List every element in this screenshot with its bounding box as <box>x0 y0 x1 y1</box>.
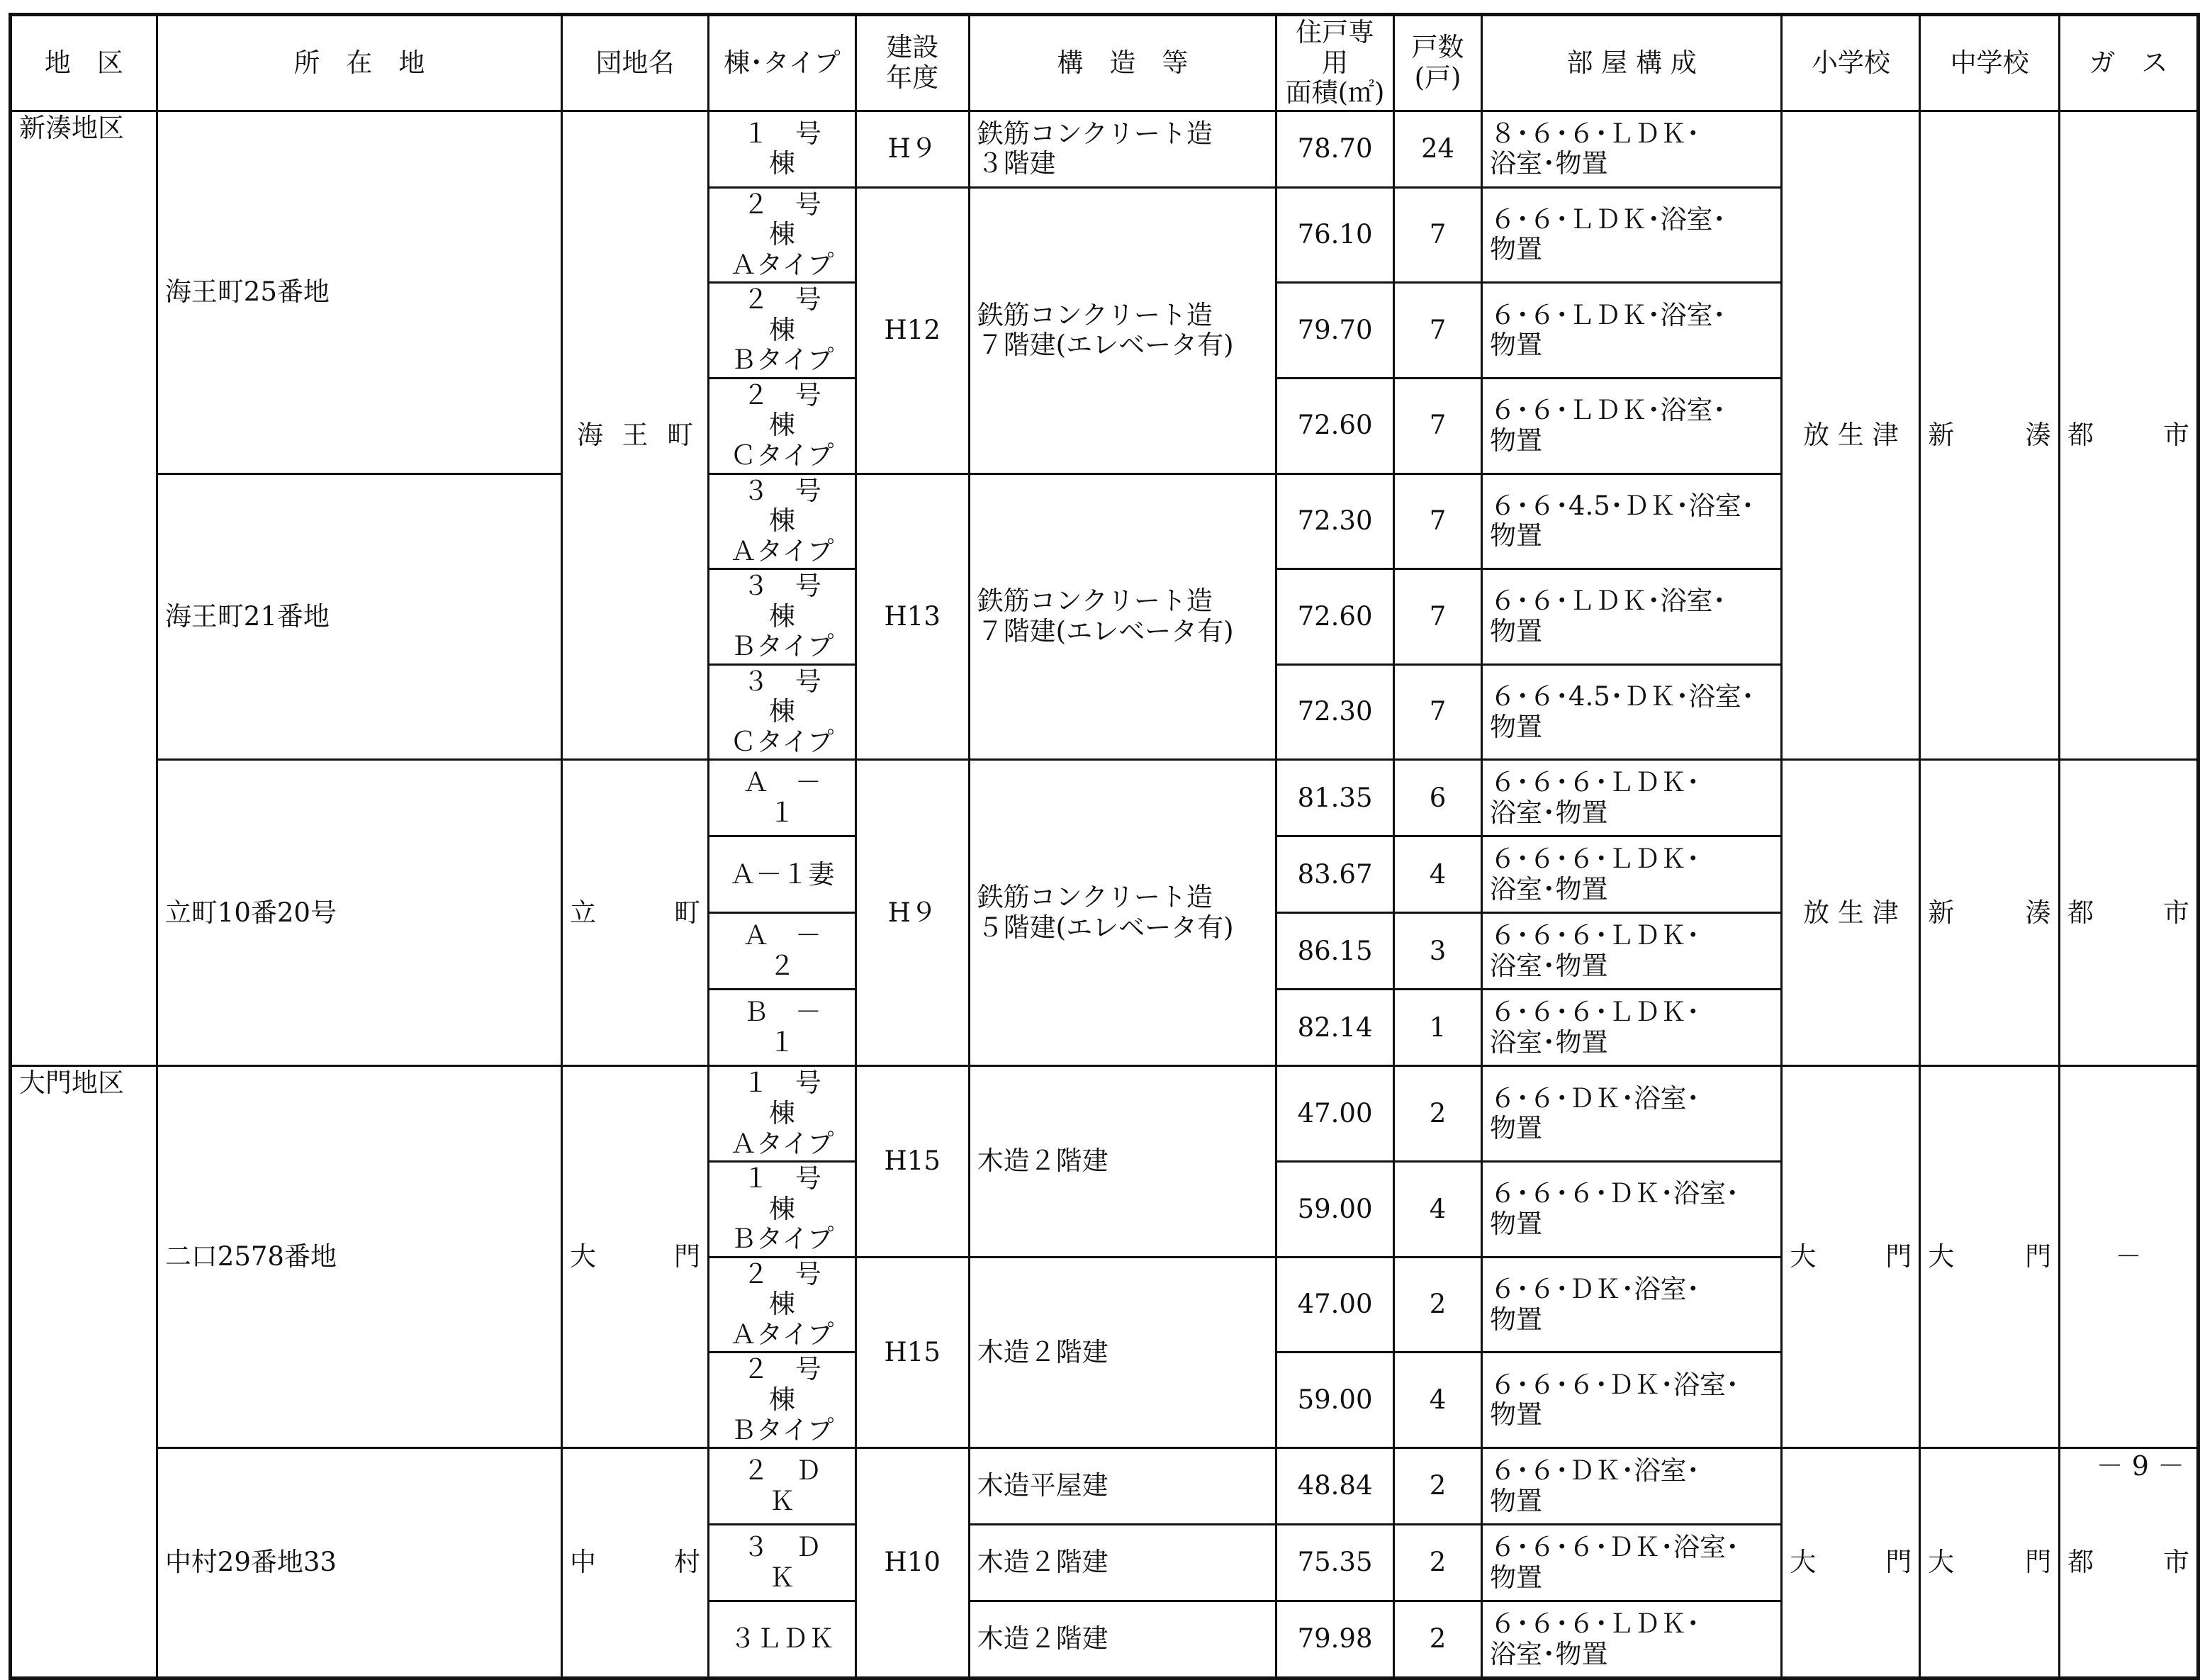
gas-cell: 都 市 <box>2060 1448 2199 1679</box>
area-cell: 82.14 <box>1276 990 1394 1066</box>
page-number: － 9 － <box>2096 1450 2184 1482</box>
units-cell: 2 <box>1394 1448 1482 1525</box>
header-area: 住戸専用 面積(㎡) <box>1276 15 1394 111</box>
units-cell: 2 <box>1394 1066 1482 1162</box>
header-junior: 中学校 <box>1920 15 2060 111</box>
year-cell: H13 <box>855 474 969 760</box>
header-row <box>11 15 2199 111</box>
housing-table <box>9 13 2200 1680</box>
building-cell: Ａ－１妻 <box>708 836 855 913</box>
table-row <box>11 760 2199 836</box>
year-cell: H15 <box>855 1066 969 1257</box>
area-cell: 86.15 <box>1276 913 1394 990</box>
building-cell: Ａ － １ <box>708 760 855 836</box>
district-cell: 新湊地区 <box>11 111 157 1066</box>
elementary-cell: 大 門 <box>1782 1066 1920 1448</box>
gas-cell: 都 市 <box>2060 111 2199 760</box>
building-cell: ２ Ｄ Ｋ <box>708 1448 855 1525</box>
complex-cell: 大 門 <box>562 1066 709 1448</box>
rooms-cell: ６･６･６･ＤＫ･浴室･ 物置 <box>1481 1353 1781 1448</box>
elementary-cell: 放 生 津 <box>1782 111 1920 760</box>
units-cell: 1 <box>1394 990 1482 1066</box>
building-cell: ３ 号 棟 Ｃタイプ <box>708 664 855 760</box>
junior-cell: 大 門 <box>1920 1066 2060 1448</box>
rooms-cell: ６･６･６･ＤＫ･浴室･ 物置 <box>1481 1525 1781 1601</box>
units-cell: 2 <box>1394 1601 1482 1679</box>
area-cell: 72.60 <box>1276 569 1394 665</box>
building-cell: ２ 号 棟 Ｂタイプ <box>708 283 855 379</box>
year-cell: H12 <box>855 187 969 474</box>
complex-cell: 海 王 町 <box>562 111 709 760</box>
structure-cell: 木造平屋建 <box>969 1448 1276 1525</box>
building-cell: ３ＬＤＫ <box>708 1601 855 1679</box>
header-building: 棟･タイプ <box>708 15 855 111</box>
building-cell: ３ Ｄ Ｋ <box>708 1525 855 1601</box>
units-cell: 7 <box>1394 474 1482 569</box>
gas-cell: － <box>2060 1066 2199 1448</box>
units-cell: 7 <box>1394 664 1482 760</box>
header-location: 所 在 地 <box>157 15 561 111</box>
area-cell: 72.60 <box>1276 378 1394 474</box>
table-row <box>11 1066 2199 1162</box>
units-cell: 3 <box>1394 913 1482 990</box>
year-cell: H９ <box>855 111 969 187</box>
gas-cell: 都 市 <box>2060 760 2199 1066</box>
building-cell: ２ 号 棟 Ａタイプ <box>708 1257 855 1353</box>
structure-cell: 木造２階建 <box>969 1257 1276 1447</box>
units-cell: 4 <box>1394 836 1482 913</box>
units-cell: 2 <box>1394 1525 1482 1601</box>
area-cell: 81.35 <box>1276 760 1394 836</box>
structure-cell: 鉄筋コンクリート造 ５階建(エレベータ有) <box>969 760 1276 1066</box>
building-cell: １ 号 棟 Ａタイプ <box>708 1066 855 1162</box>
building-cell: ２ 号 棟 Ｂタイプ <box>708 1353 855 1448</box>
location-cell: 立町10番20号 <box>157 760 561 1066</box>
year-cell: H15 <box>855 1257 969 1447</box>
structure-cell: 木造２階建 <box>969 1066 1276 1257</box>
location-cell: 二口2578番地 <box>157 1066 561 1448</box>
structure-cell: 木造２階建 <box>969 1601 1276 1679</box>
header-district: 地 区 <box>11 15 157 111</box>
district-cell: 大門地区 <box>11 1066 157 1679</box>
units-cell: 24 <box>1394 111 1482 187</box>
structure-cell: 鉄筋コンクリート造 ７階建(エレベータ有) <box>969 474 1276 760</box>
year-cell: H10 <box>855 1448 969 1679</box>
building-cell: １ 号 棟 Ｂタイプ <box>708 1162 855 1258</box>
rooms-cell: ８･６･６･ＬＤＫ･ 浴室･物置 <box>1481 111 1781 187</box>
rooms-cell: ６･６･ＤＫ･浴室･ 物置 <box>1481 1066 1781 1162</box>
header-elementary: 小学校 <box>1782 15 1920 111</box>
header-complex: 団地名 <box>562 15 709 111</box>
rooms-cell: ６･６･６･ＬＤＫ･ 浴室･物置 <box>1481 990 1781 1066</box>
area-cell: 48.84 <box>1276 1448 1394 1525</box>
area-cell: 76.10 <box>1276 187 1394 283</box>
year-cell: H９ <box>855 760 969 1066</box>
junior-cell: 大 門 <box>1920 1448 2060 1679</box>
area-cell: 72.30 <box>1276 664 1394 760</box>
location-cell: 海王町21番地 <box>157 474 561 760</box>
area-cell: 79.70 <box>1276 283 1394 379</box>
area-cell: 59.00 <box>1276 1353 1394 1448</box>
header-rooms: 部 屋 構 成 <box>1481 15 1781 111</box>
area-cell: 72.30 <box>1276 474 1394 569</box>
elementary-cell: 放 生 津 <box>1782 760 1920 1066</box>
location-cell: 中村29番地33 <box>157 1448 561 1679</box>
header-year: 建設 年度 <box>855 15 969 111</box>
elementary-cell: 大 門 <box>1782 1448 1920 1679</box>
area-cell: 79.98 <box>1276 1601 1394 1679</box>
header-structure: 構 造 等 <box>969 15 1276 111</box>
rooms-cell: ６･６･６･ＬＤＫ･ 浴室･物置 <box>1481 1601 1781 1679</box>
units-cell: 7 <box>1394 283 1482 379</box>
building-cell: ２ 号 棟 Ｃタイプ <box>708 378 855 474</box>
location-cell: 海王町25番地 <box>157 111 561 474</box>
rooms-cell: ６･６･ＬＤＫ･浴室･ 物置 <box>1481 283 1781 379</box>
rooms-cell: ６･６･ＬＤＫ･浴室･ 物置 <box>1481 187 1781 283</box>
units-cell: 4 <box>1394 1353 1482 1448</box>
table-row <box>11 1448 2199 1525</box>
units-cell: 7 <box>1394 378 1482 474</box>
structure-cell: 鉄筋コンクリート造 ７階建(エレベータ有) <box>969 187 1276 474</box>
rooms-cell: ６･６･ＬＤＫ･浴室･ 物置 <box>1481 569 1781 665</box>
junior-cell: 新 湊 <box>1920 111 2060 760</box>
area-cell: 78.70 <box>1276 111 1394 187</box>
building-cell: ３ 号 棟 Ｂタイプ <box>708 569 855 665</box>
complex-cell: 中 村 <box>562 1448 709 1679</box>
units-cell: 4 <box>1394 1162 1482 1258</box>
building-cell: Ａ － ２ <box>708 913 855 990</box>
rooms-cell: ６･６･６･ＬＤＫ･ 浴室･物置 <box>1481 760 1781 836</box>
building-cell: １ 号 棟 <box>708 111 855 187</box>
units-cell: 2 <box>1394 1257 1482 1353</box>
units-cell: 7 <box>1394 187 1482 283</box>
complex-cell: 立 町 <box>562 760 709 1066</box>
structure-cell: 木造２階建 <box>969 1525 1276 1601</box>
rooms-cell: ６･６･ＤＫ･浴室･ 物置 <box>1481 1448 1781 1525</box>
header-gas: ガ ス <box>2060 15 2199 111</box>
structure-cell: 鉄筋コンクリート造 ３階建 <box>969 111 1276 187</box>
rooms-cell: ６･６･4.5･ＤＫ･浴室･ 物置 <box>1481 664 1781 760</box>
rooms-cell: ６･６･ＤＫ･浴室･ 物置 <box>1481 1257 1781 1353</box>
area-cell: 83.67 <box>1276 836 1394 913</box>
area-cell: 59.00 <box>1276 1162 1394 1258</box>
units-cell: 6 <box>1394 760 1482 836</box>
rooms-cell: ６･６･６･ＬＤＫ･ 浴室･物置 <box>1481 836 1781 913</box>
table-row <box>11 111 2199 187</box>
building-cell: ２ 号 棟 Ａタイプ <box>708 187 855 283</box>
building-cell: ３ 号 棟 Ａタイプ <box>708 474 855 569</box>
units-cell: 7 <box>1394 569 1482 665</box>
rooms-cell: ６･６･4.5･ＤＫ･浴室･ 物置 <box>1481 474 1781 569</box>
area-cell: 75.35 <box>1276 1525 1394 1601</box>
building-cell: Ｂ － １ <box>708 990 855 1066</box>
area-cell: 47.00 <box>1276 1066 1394 1162</box>
rooms-cell: ６･６･ＬＤＫ･浴室･ 物置 <box>1481 378 1781 474</box>
header-units: 戸数 (戸) <box>1394 15 1482 111</box>
rooms-cell: ６･６･６･ＬＤＫ･ 浴室･物置 <box>1481 913 1781 990</box>
area-cell: 47.00 <box>1276 1257 1394 1353</box>
junior-cell: 新 湊 <box>1920 760 2060 1066</box>
rooms-cell: ６･６･６･ＤＫ･浴室･ 物置 <box>1481 1162 1781 1258</box>
